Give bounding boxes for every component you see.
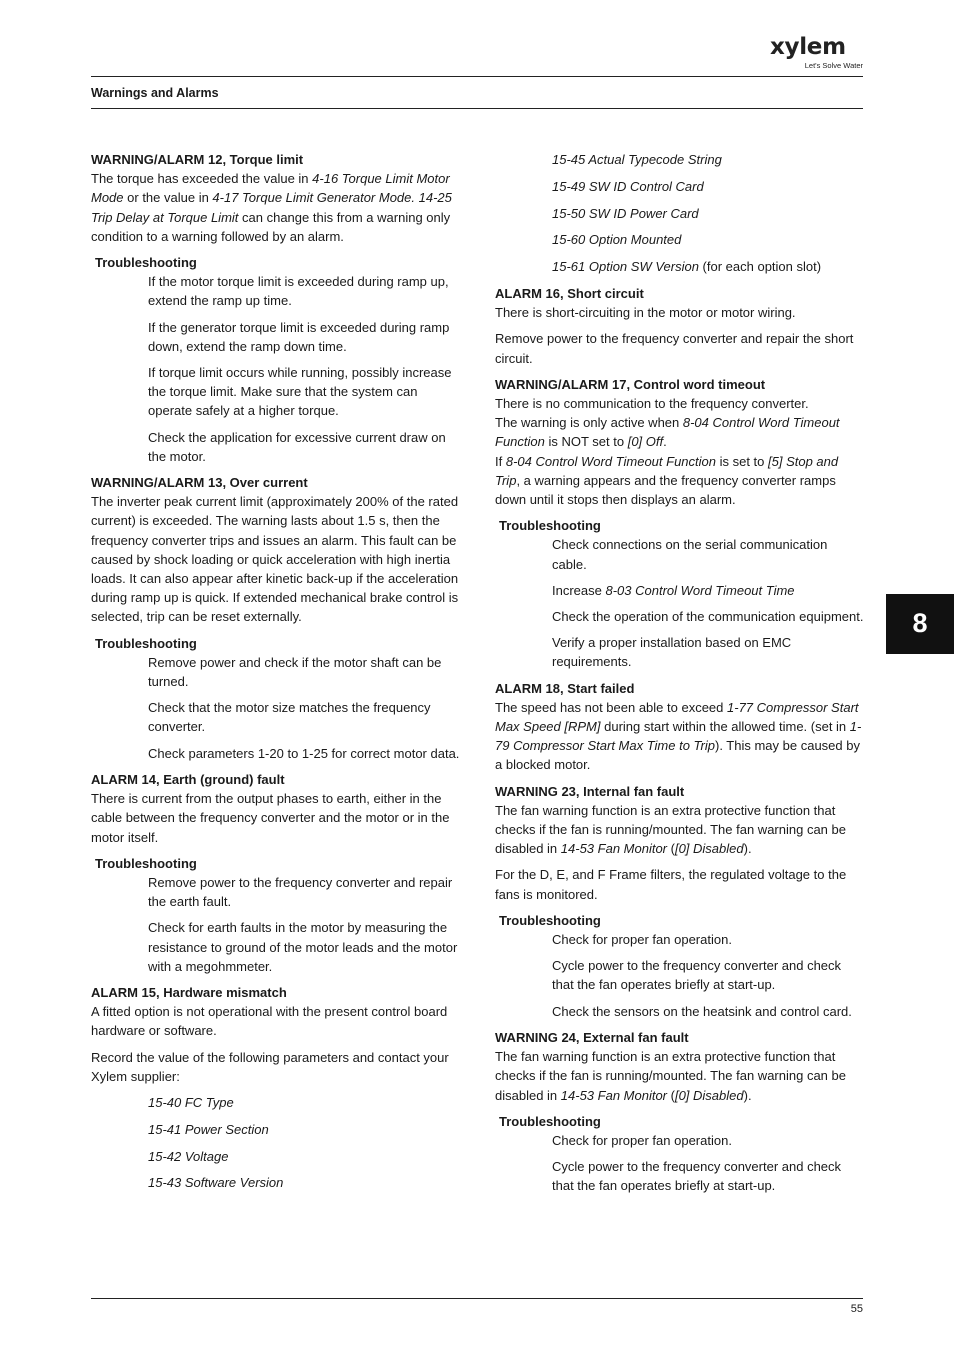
parameter-item: 15-50 SW ID Power Card [552, 205, 699, 221]
chapter-tab: 8 [886, 594, 954, 654]
section-warning-23 [495, 782, 865, 1021]
section-header-title: Warnings and Alarms [91, 86, 219, 100]
parameter-item: 15-42 Voltage [148, 1148, 229, 1164]
troubleshooting-item: Check the operation of the communication equipment. [552, 609, 864, 625]
header-rule-top [91, 76, 863, 77]
troubleshooting-item: Cycle power to the frequency converter and check that the fan operates briefly at start-up. [552, 1159, 842, 1194]
section-body: Record the value of the following parameters and contact your Xylem supplier: [91, 1049, 449, 1084]
section-body: Remove power to the frequency converter and repair the short circuit. [495, 331, 854, 366]
section-title: WARNING/ALARM 13, Over current [91, 475, 308, 491]
section-alarm-15 [91, 983, 461, 1193]
troubleshooting-item: If the generator torque limit is exceeded during ramp down, extend the ramp down time. [148, 319, 450, 354]
parameter-item: 15-40 FC Type [148, 1094, 234, 1110]
section-title: WARNING/ALARM 17, Control word timeout [495, 376, 766, 392]
section-title: WARNING 24, External fan fault [495, 1029, 689, 1045]
section-body: The fan warning function is an extra protective function that checks if the fan is running/mounted. The fan warning can be disabled in 14-53 Fan Monitor ([0] Disabled). [495, 802, 846, 857]
parameter-item: 15-45 Actual Typecode String [552, 152, 722, 167]
troubleshooting-item: Check parameters 1-20 to 1-25 for correct motor data. [148, 745, 460, 761]
section-alarm-18 [495, 679, 865, 775]
section-warning-24 [495, 1028, 865, 1196]
page-number: 55 [850, 1303, 863, 1315]
troubleshooting-heading: Troubleshooting [95, 255, 197, 271]
parameter-item: 15-43 Software Version [148, 1175, 284, 1191]
footer-rule [91, 1298, 863, 1299]
section-title: WARNING 23, Internal fan fault [495, 783, 685, 799]
section-title: WARNING/ALARM 12, Torque limit [91, 152, 304, 167]
troubleshooting-heading: Troubleshooting [499, 1113, 601, 1129]
left-column [91, 150, 461, 1200]
troubleshooting-heading: Troubleshooting [95, 855, 197, 871]
troubleshooting-item: Check for earth faults in the motor by measuring the resistance to ground of the motor leads and the motor with a megohmmeter. [148, 920, 458, 974]
troubleshooting-item: Check for proper fan operation. [552, 932, 732, 948]
logo-tagline: Let's Solve Water [804, 61, 863, 70]
section-body: The torque has exceeded the value in 4-16 Torque Limit Motor Mode or the value in 4-17 Torque Limit Generator Mode. 14-25 Trip Delay at Torque Limit can change this from a warning only condition to a warning followed by an alarm. [91, 171, 452, 244]
section-body: There is current from the output phases to earth, either in the cable between the frequency converter and the motor or in the motor itself. [91, 791, 450, 845]
troubleshooting-item: If the motor torque limit is exceeded during ramp up, extend the ramp up time. [148, 274, 449, 309]
section-body: The inverter peak current limit (approximately 200% of the rated current) is exceeded. The warning lasts about 1.5 s, then the frequency converter trips and issues an alarm. This fault can be caused by shock loading or quick acceleration with high inertia loads. It can also appear after kinetic back-up if the acceleration during ramp up is quick. If extended mechanical brake control is selected, trip can be reset externally. [91, 494, 459, 625]
section-body: A fitted option is not operational with the present control board hardware or software. [91, 1004, 448, 1039]
troubleshooting-item: Remove power and check if the motor shaft can be turned. [148, 654, 442, 690]
section-title: ALARM 16, Short circuit [495, 285, 644, 301]
section-body: If 8-04 Control Word Timeout Function is set to [5] Stop and Trip, a warning appears and the frequency converter ramps down until it stops then displays an alarm. [495, 453, 839, 508]
troubleshooting-item: Check that the motor size matches the frequency converter. [148, 700, 431, 735]
troubleshooting-item: Cycle power to the frequency converter and check that the fan operates briefly at start-up. [552, 958, 842, 993]
parameter-item: 15-49 SW ID Control Card [552, 178, 704, 194]
section-warning-13 [91, 473, 461, 763]
section-title: ALARM 14, Earth (ground) fault [91, 771, 285, 787]
section-body: For the D, E, and F Frame filters, the regulated voltage to the fans is monitored. [495, 867, 847, 902]
troubleshooting-item: If torque limit occurs while running, possibly increase the torque limit. Make sure that the system can operate safely at a higher torque. [148, 365, 452, 419]
section-warning-12 [91, 150, 461, 466]
alarm-15-parameter-list-continued [495, 150, 865, 276]
troubleshooting-heading: Troubleshooting [499, 912, 601, 928]
section-title: ALARM 15, Hardware mismatch [91, 984, 287, 1000]
troubleshooting-item: Check the sensors on the heatsink and control card. [552, 1003, 852, 1019]
parameter-item: 15-61 Option SW Version (for each option slot) [552, 259, 822, 275]
troubleshooting-item: Check the application for excessive current draw on the motor. [148, 429, 446, 464]
section-body: There is short-circuiting in the motor or motor wiring. [495, 305, 796, 321]
right-column [495, 150, 865, 1203]
troubleshooting-item: Increase 8-03 Control Word Timeout Time [552, 582, 795, 598]
section-alarm-14 [91, 770, 461, 976]
section-title: ALARM 18, Start failed [495, 680, 635, 696]
troubleshooting-item: Remove power to the frequency converter and repair the earth fault. [148, 874, 453, 910]
section-alarm-16 [495, 284, 865, 368]
xylem-logo [770, 34, 866, 70]
section-body: The speed has not been able to exceed 1-77 Compressor Start Max Speed [RPM] during start within the allowed time. (set in 1-79 Compressor Start Max Time to Trip). This may be caused by a blocked motor. [495, 699, 862, 773]
section-warning-17 [495, 375, 865, 672]
troubleshooting-item: Verify a proper installation based on EMC requirements. [552, 635, 792, 670]
troubleshooting-heading: Troubleshooting [95, 635, 197, 651]
parameter-item: 15-60 Option Mounted [552, 232, 682, 248]
logo-wordmark: xylem [770, 34, 846, 60]
section-body: The fan warning function is an extra protective function that checks if the fan is running/mounted. The fan warning can be disabled in 14-53 Fan Monitor ([0] Disabled). [495, 1049, 846, 1103]
parameter-item: 15-41 Power Section [148, 1121, 269, 1137]
troubleshooting-item: Check for proper fan operation. [552, 1132, 732, 1148]
troubleshooting-heading: Troubleshooting [499, 518, 601, 534]
troubleshooting-item: Check connections on the serial communication cable. [552, 537, 828, 572]
section-body: The warning is only active when 8-04 Control Word Timeout Function is NOT set to [0] Off. [495, 415, 840, 450]
section-body: There is no communication to the frequency converter. [495, 396, 809, 411]
header-rule-bottom [91, 108, 863, 109]
